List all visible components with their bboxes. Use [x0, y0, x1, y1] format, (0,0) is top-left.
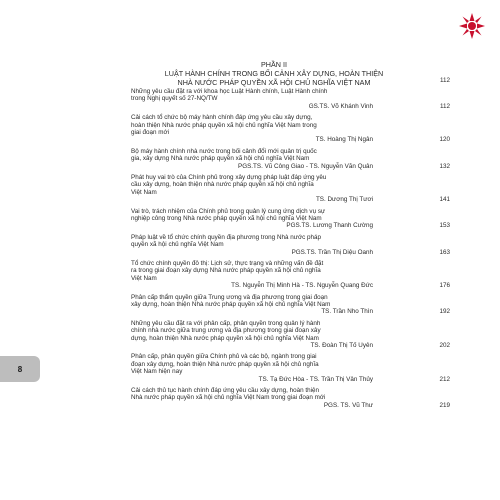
toc-entry-title-line: Phân cấp, phân quyền giữa Chính phủ và các bộ, ngành trong giai — [131, 353, 317, 361]
part-title-line-1: LUẬT HÀNH CHÍNH TRONG BỐI CẢNH XÂY DỰNG, HOÀN THIỆN — [164, 69, 384, 78]
toc-entry-title-line: Bộ máy hành chính nhà nước trong bối cảnh đổi mới quản trị quốc — [131, 147, 317, 155]
toc-entry-title-line: Cải cách tổ chức bộ máy hành chính đáp ứng yêu cầu xây dựng, — [131, 114, 313, 122]
toc-entry-author: TS. Dương Thị Tươi — [315, 196, 373, 204]
toc-entry-title-line: Pháp luật về tổ chức chính quyền địa phương trong Nhà nước pháp — [131, 233, 321, 241]
toc-entry-title-line: Việt Nam — [131, 188, 157, 196]
toc-entry-author: PGS. TS. Vũ Thư — [323, 401, 373, 409]
toc-entry-title-line: Vai trò, trách nhiệm của Chính phủ trong quản lý cung ứng dịch vụ sự — [131, 207, 326, 215]
toc-entry-author: TS. Trần Nho Thìn — [321, 308, 373, 316]
part-title-page: 112 — [439, 76, 450, 84]
toc-entry-title-line: gia, xây dựng Nhà nước pháp quyền xã hội chủ nghĩa Việt Nam — [131, 155, 310, 163]
part-heading: PHẦN II — [261, 60, 287, 69]
toc-entry-author: PGS.TS. Trần Thị Diệu Oanh — [291, 248, 373, 256]
toc-entry-author: TS. Tạ Đức Hòa - TS. Trần Thị Vân Thủy — [258, 375, 373, 383]
toc-entry-page: 212 — [439, 375, 450, 383]
toc-entry-page: 176 — [439, 282, 450, 290]
toc-entry-page: 153 — [439, 222, 450, 230]
toc-entry-title-line: Cải cách thủ tục hành chính đáp ứng yêu cầu xây dựng, hoàn thiện — [131, 387, 320, 394]
toc-entry-title-line: Phát huy vai trò của Chính phủ trong xây dựng pháp luật đáp ứng yêu — [131, 174, 327, 181]
toc-entry-title-line: dựng, hoàn thiện Nhà nước pháp quyền xã hội chủ nghĩa Việt Nam — [131, 334, 319, 342]
toc-entry-page: 219 — [439, 401, 450, 409]
toc-entry-title-line: Những yêu cầu đặt ra với phân cấp, phân quyền trong quản lý hành — [131, 319, 321, 327]
page-number: 8 — [17, 364, 23, 374]
toc-entry-author: TS. Đoàn Thị Tố Uyên — [310, 342, 373, 349]
toc-entry-title-line: giai đoạn mới — [131, 129, 170, 136]
toc-entry-title-line: nghiệp công trong Nhà nước pháp quyền xã hội chủ nghĩa Việt Nam — [131, 215, 322, 222]
toc-entry-title-line: hoàn thiện Nhà nước pháp quyền xã hội chủ nghĩa Việt Nam trong — [131, 121, 317, 129]
toc-entry-title-line: đoạn xây dựng, hoàn thiện Nhà nước pháp quyền xã hội chủ nghĩa — [131, 360, 319, 368]
toc-entry-author: PGS.TS. Vũ Công Giao - TS. Nguyễn Văn Quân — [238, 162, 373, 170]
toc-entry-page: 141 — [439, 196, 450, 204]
toc-entry-page: 192 — [439, 308, 450, 316]
toc-entry-title-line: Phân cấp thẩm quyền giữa Trung ương và địa phương trong giai đoạn — [131, 293, 328, 301]
toc-entry-title-line: ra trong giai đoạn xây dựng Nhà nước pháp quyền xã hội chủ nghĩa — [131, 267, 321, 275]
toc-entry-title-line: trong Nghị quyết số 27-NQ/TW — [131, 95, 218, 103]
toc-entry-page: 202 — [439, 342, 450, 349]
part-title-line-2: NHÀ NƯỚC PHÁP QUYỀN XÃ HỘI CHỦ NGHĨA VIỆT NAM — [177, 77, 371, 87]
toc-entry-title-line: quyền xã hội chủ nghĩa Việt Nam — [131, 241, 224, 249]
toc-entry-author: TS. Nguyễn Thị Minh Hà - TS. Nguyễn Quang Đức — [231, 282, 373, 290]
toc-entry-title-line: chính nhà nước giữa trung ương và địa phương trong giai đoạn xây — [131, 327, 321, 335]
toc-entry-page: 120 — [439, 136, 450, 144]
toc-entry-title-line: xây dựng, hoàn thiện Nhà nước pháp quyền xã hội chủ nghĩa Việt Nam — [131, 301, 331, 308]
toc-entry-page: 112 — [439, 102, 450, 110]
toc-entry-title-line: Việt Nam hiện nay — [131, 368, 183, 376]
toc-entry-title-line: Những yêu cầu đặt ra với khoa học Luật Hành chính, Luật Hành chính — [131, 88, 328, 95]
toc-entry-page: 163 — [439, 248, 450, 256]
toc-entry-title-line: Việt Nam — [131, 274, 157, 282]
toc-entry-page: 132 — [439, 162, 450, 170]
toc-entry-author: TS. Hoàng Thị Ngân — [315, 136, 373, 144]
toc-entry-author: GS.TS. Võ Khánh Vinh — [308, 102, 373, 110]
toc-entry-title-line: cầu xây dựng, hoàn thiện nhà nước pháp quyền xã hội chủ nghĩa — [131, 181, 314, 189]
toc-entry-title-line: Nhà nước pháp quyền xã hội chủ nghĩa Việt Nam trong giai đoạn mới — [131, 394, 326, 402]
toc-entry-title-line: Tổ chức chính quyền đô thị: Lịch sử, thực trạng và những vấn đề đặt — [131, 260, 324, 267]
toc-entry-author: PGS.TS. Lương Thanh Cường — [286, 222, 373, 230]
